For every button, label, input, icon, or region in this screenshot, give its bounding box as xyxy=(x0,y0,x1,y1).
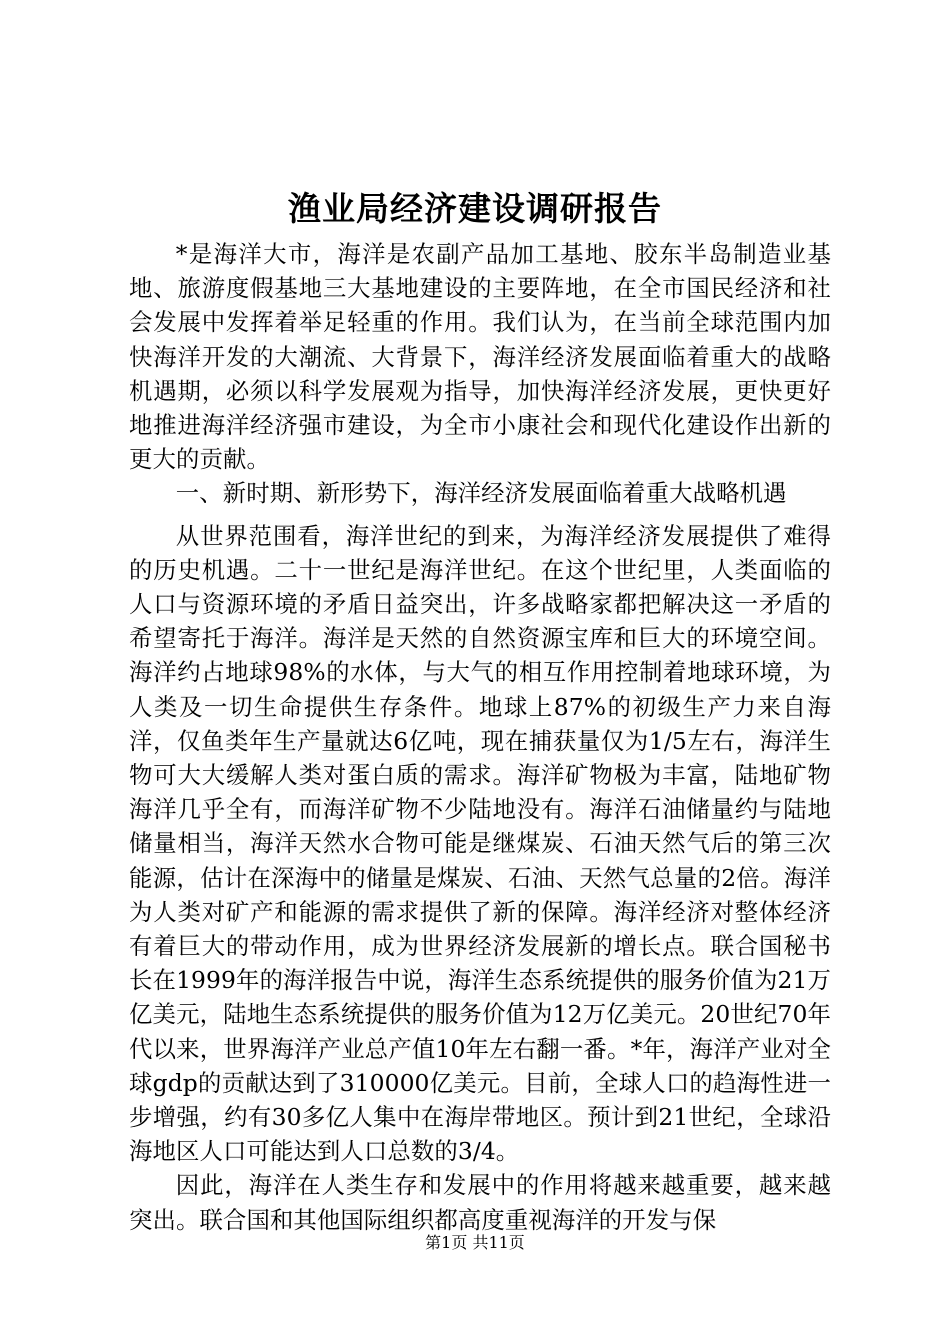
page-number-footer: 第1页 共11页 xyxy=(425,1233,525,1252)
document-body xyxy=(129,237,831,1237)
section-heading: 一、新时期、新形势下，海洋经济发展面临着重大战略机遇 xyxy=(175,479,787,508)
paragraph-intro: *是海洋大市，海洋是农副产品加工基地、胶东半岛制造业基地、旅游度假基地三大基地建设的主要阵地，在全市国民经济和社会发展中发挥着举足轻重的作用。我们认为，在当前全球范围内加快海洋开发的大潮流、大背景下，海洋经济发展面临着重大的战略机遇期，必须以科学发展观为指导，加快海洋经济发展，更快更好地推进海洋经济强市建设，为全市小康社会和现代化建设作出新的更大的贡献。 xyxy=(129,240,831,474)
paragraph-world-scope: 从世界范围看，海洋世纪的到来，为海洋经济发展提供了难得的历史机遇。二十一世纪是海洋世纪。在这个世纪里，人类面临的人口与资源环境的矛盾日益突出，许多战略家都把解决这一矛盾的希望寄托于海洋。海洋是天然的自然资源宝库和巨大的环境空间。海洋约占地球98%的水体，与大气的相互作用控制着地球环境，为人类及一切生命提供生存条件。地球上87%的初级生产力来自海洋，仅鱼类年生产量就达6亿吨，现在捕获量仅为1/5左右，海洋生物可大大缓解人类对蛋白质的需求。海洋矿物极为丰富，陆地矿物海洋几乎全有，而海洋矿物不少陆地没有。海洋石油储量约与陆地储量相当，海洋天然水合物可能是继煤炭、石油天然气后的第三次能源，估计在深海中的储量是煤炭、石油、天然气总量的2倍。海洋为人类对矿产和能源的需求提供了新的保障。海洋经济对整体经济有着巨大的带动作用，成为世界经济发展新的增长点。联合国秘书长在1999年的海洋报告中说，海洋生态系统提供的服务价值为21万亿美元，陆地生态系统提供的服务价值为12万亿美元。20世纪70年代以来，世界海洋产业总产值10年左右翻一番。*年，海洋产业对全球gdp的贡献达到了310000亿美元。目前，全球人口的趋海性进一步增强，约有30多亿人集中在海岸带地区。预计到21世纪，全球沿海地区人口可能达到人口总数的3/4。 xyxy=(129,521,831,1166)
page-title: 渔业局经济建设调研报告 xyxy=(288,189,662,228)
paragraph-therefore: 因此，海洋在人类生存和发展中的作用将越来越重要，越来越突出。联合国和其他国际组织都高度重视海洋的开发与保 xyxy=(129,1171,831,1234)
